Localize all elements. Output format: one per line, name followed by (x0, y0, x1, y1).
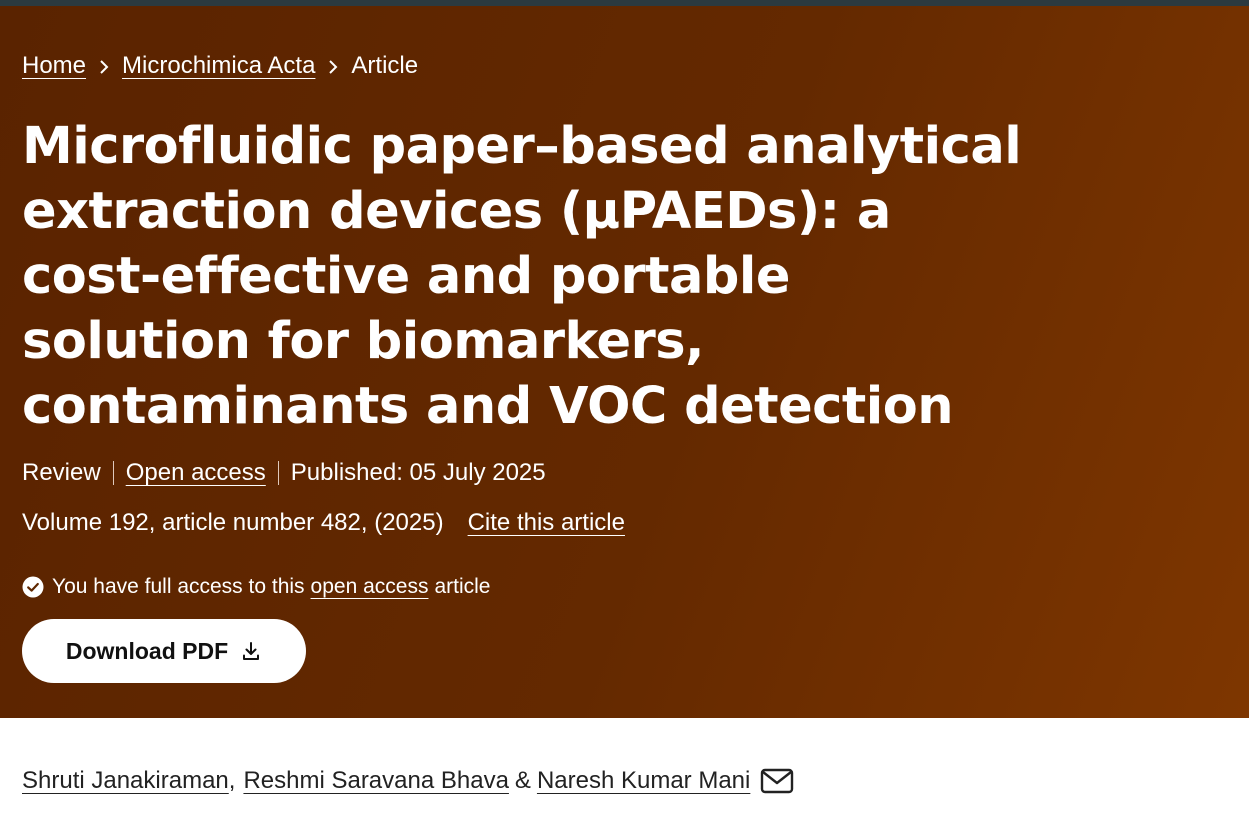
author-link[interactable]: Shruti Janakiraman (22, 767, 229, 794)
chevron-right-icon (86, 53, 122, 79)
breadcrumb-home-link[interactable]: Home (22, 52, 87, 79)
volume-info: Volume 192, article number 482, (2025) (22, 509, 444, 536)
mail-icon[interactable] (760, 768, 794, 794)
download-pdf-label: Download PDF (65, 637, 229, 664)
article-header (0, 6, 1249, 718)
article-meta (22, 456, 546, 490)
chevron-right-icon (315, 53, 351, 79)
author-link[interactable]: Reshmi Saravana Bhava (243, 767, 509, 794)
cite-article-link[interactable]: Cite this article (467, 509, 625, 536)
open-access-link[interactable]: Open access (125, 459, 266, 486)
breadcrumb-current: Article (351, 52, 419, 79)
access-notice-suffix: article (434, 575, 491, 598)
access-notice-link[interactable]: open access (310, 575, 429, 598)
article-type: Review (22, 459, 101, 486)
check-circle-icon (22, 576, 44, 598)
published-date: Published: 05 July 2025 (290, 459, 546, 486)
access-notice (22, 572, 491, 602)
download-icon (240, 640, 262, 662)
author-separator: , (228, 767, 236, 794)
author-list (22, 764, 794, 798)
meta-divider (113, 461, 114, 485)
breadcrumb-journal-link[interactable]: Microchimica Acta (122, 52, 316, 79)
meta-divider (278, 461, 279, 485)
access-notice-prefix: You have full access to this (52, 575, 305, 598)
author-link[interactable]: Naresh Kumar Mani (536, 767, 751, 794)
breadcrumb (22, 50, 418, 82)
download-pdf-button[interactable] (22, 619, 306, 683)
article-title: Microfluidic paper–based analytical extraction devices (μPAEDs): a cost-effective and portable solution for biomarkers, contaminants and VOC detection (22, 117, 1022, 436)
article-citation-info (22, 506, 625, 540)
author-ampersand: & (514, 767, 531, 794)
